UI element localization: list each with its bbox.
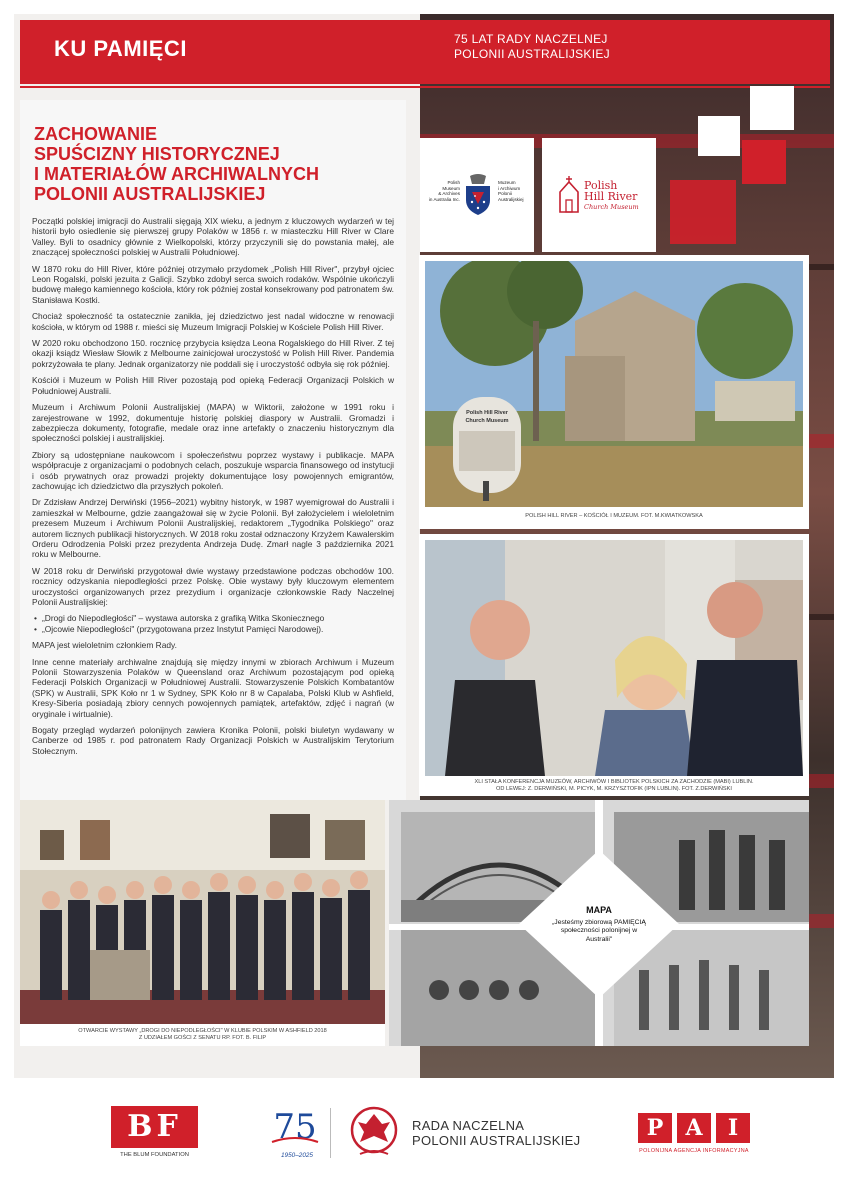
logo-text: Hill River	[584, 190, 638, 203]
paragraph: W 1870 roku do Hill River, które później otrzymało przydomek „Polish Hill River", przybył ojciec Leon Rogalski, polski jezuita z Galicji. Szybko zdobył serca swoich rodaków. Wspólnie ukończyli budowę małego kamiennego kościoła, który rok później został konsekrowany pod patronatem św. Stanisława Kostki.	[32, 263, 394, 305]
paragraph: W 2020 roku obchodzono 150. rocznicę przybycia księdza Leona Rogalskiego do Hill River. Z tej okazji ksiądz Wiesław Słowik z Melbourne zainicjował uroczystość w Polish Hill River. Pandemia pokrzyżowała te plany. Jednak organizatorzy nie poddali się i uroczystość odbyła się rok później.	[32, 338, 394, 369]
photo-caption	[20, 1028, 385, 1042]
rada-crest-icon	[346, 1104, 402, 1162]
logo-text: Polonii	[498, 191, 512, 197]
mapa-logo-card	[420, 138, 534, 252]
exhibition-list	[32, 613, 394, 634]
mapa-title: MAPA	[586, 905, 612, 915]
caption-line: XLI STAŁA KONFERENCJA MUZEÓW, ARCHIWÓW I BIBLIOTEK POLSKICH ZA ZACHODZIE (MABI) LUBLIN.	[474, 779, 754, 785]
caption-line: Z UDZIAŁEM GOŚCI Z SENATU RP. FOT. B. FILIP	[138, 1035, 267, 1041]
sign-subtitle: Church Museum	[465, 418, 509, 424]
rada-line: POLONII AUSTRALIJSKIEJ	[412, 1133, 581, 1148]
mapa-quote-line: społeczności polonijnej w	[560, 927, 638, 935]
logo-text: Church Museum	[584, 203, 639, 211]
blum-foundation-logo: BF	[111, 1106, 198, 1148]
header-subtitle-line: POLONII AUSTRALIJSKIEJ	[454, 47, 610, 61]
photo-caption: POLISH HILL RIVER – KOŚCIÓŁ I MUZEUM. FOT. M.KWIATKOWSKA	[525, 513, 703, 519]
list-item: • „Drogi do Niepodległości" – wystawa autorska z grafiką Witka Skoniecznego	[32, 613, 394, 623]
pai-letter: A	[677, 1113, 711, 1143]
paragraph: MAPA jest wieloletnim członkiem Rady.	[32, 640, 177, 651]
church-photo	[425, 261, 803, 507]
pai-caption: POLONIJNA AGENCJA INFORMACYJNA	[639, 1148, 749, 1154]
paragraph: Inne cenne materiały archiwalne znajdują się między innymi w zbiorach Archiwum i Muzeum Polonii Stowarzyszenia Polaków w Queensland oraz Archiwum pozostającym pod opieką Federacji Polskich Organizacji w Południowej Australii. Stowarzyszenie Polskich Kombatantów (SPK) w Australii, SPK Koło nr 1 w Sydney, SPK Koło nr 8 w Capalaba, Polski Klub w Ashfield, Kresy-Siberia posiadają zbiory cennych powojennych pamiątek, artefaktów, zdjęć i nagrań (w oryginale i wirtualnie).	[32, 656, 394, 719]
photo-caption	[425, 779, 803, 793]
header-bar	[20, 20, 830, 84]
caption-line: OTWARCIE WYSTAWY „DROGI DO NIEPODLEGŁOŚCI" W KLUBIE POLSKIM W ASHFIELD 2018	[78, 1028, 327, 1034]
logo-text: in Australia Inc.	[428, 196, 460, 202]
paragraph: Początki polskiej imigracji do Australii sięgają XIX wieku, a jednym z kluczowych wydarzeń w tej historii było osiedlenie się pierwszej grupy Polaków w 1856 r. w miasteczku Hill River w Clare Valley. Byli to osadnicy głównie z Wielkopolski, którzy przyczynili się do powstania małej, ale znaczącej społeczności polskiej w Australii Południowej.	[32, 216, 394, 258]
headline-line: ZACHOWANIE	[34, 124, 157, 144]
header-title: KU PAMIĘCI	[54, 36, 187, 61]
group-photo	[20, 800, 385, 1024]
decor-square	[750, 86, 794, 130]
church-icon	[556, 174, 582, 214]
logo-text: i Archiwum	[498, 185, 521, 191]
headline-line: I MATERIAŁÓW ARCHIWALNYCH	[34, 164, 319, 184]
mapa-quote-line: Australii"	[585, 935, 613, 943]
anniversary-75-logo	[266, 1104, 324, 1146]
header-subtitle-line: 75 LAT RADY NACZELNEJ	[454, 32, 608, 46]
logos-row	[420, 138, 820, 254]
article-column	[20, 100, 406, 800]
pai-logo	[638, 1113, 750, 1143]
logo-text: Museum	[442, 185, 460, 191]
mapa-crest-icon	[462, 172, 494, 216]
logo-text: Polish	[584, 179, 618, 192]
logo-text: & Archives	[438, 191, 460, 197]
article-headline	[32, 124, 394, 204]
paragraph: Kościół i Muzeum w Polish Hill River pozostają pod opieką Federacji Organizacji Polskich w Południowej Australii.	[32, 375, 394, 396]
conference-photo-frame	[419, 534, 809, 796]
anniversary-number: 75	[273, 1107, 317, 1146]
headline-line: POLONII AUSTRALIJSKIEJ	[34, 184, 266, 204]
sign-title: Polish Hill River	[466, 410, 508, 416]
polish-hill-river-logo-card	[542, 138, 656, 252]
paragraph: Bogaty przegląd wydarzeń polonijnych zawiera Kronika Polonii, polski biuletyn wydawany w Canberze od 1985 r. pod patronatem Rady Organizacji Polskich w Australijskim Terytorium Stołecznym.	[32, 725, 394, 756]
headline-line: SPUŚCIZNY HISTORYCZNEJ	[34, 144, 280, 164]
paragraph: Chociaż społeczność ta ostatecznie zanikła, jej dziedzictwo jest nadal widoczne w renowacji kościoła, w którym od 1988 r. mieści się Muzeum Imigracji Polskiej w Kościele Polish Hill River.	[32, 311, 394, 332]
paragraph: Muzeum i Archiwum Polonii Australijskiej (MAPA) w Wiktorii, założone w 1991 roku i zarejestrowane w 1992, dokumentuje historię polskiej diaspory w Australii. Gromadzi i zabezpiecza dokumenty, fotografie, medale oraz inne artefakty o znaczeniu historycznym dla społeczności polskiej i australijskiej.	[32, 402, 394, 444]
mapa-collage	[389, 800, 809, 1046]
paragraph: Zbiory są udostępniane naukowcom i społeczeństwu poprzez wystawy i publikacje. MAPA współpracuje z organizacjami o podobnych celach, poszukuje wsparcia finansowego od instytucji i osób prywatnych oraz prowadzi projekty dokumentujące losy powojennych emigrantów, zachowując ich dziedzictwo dla przyszłych pokoleń.	[32, 449, 394, 491]
mapa-quote-line: „Jesteśmy zbiorową PAMIĘCIĄ	[552, 919, 646, 926]
header-subtitle	[454, 32, 610, 62]
pai-letter: P	[638, 1113, 672, 1143]
rada-naczelna-name	[412, 1118, 580, 1148]
exhibition-photo-frame	[20, 800, 385, 1046]
paragraph: Dr Zdzisław Andrzej Derwiński (1956–2021) wybitny historyk, w 1987 wyemigrował do Australii i zamieszkał w Melbourne, gdzie zaangażował się w życie Polonii. Był założycielem i wieloletnim prezesem Muzeum i Archiwum Polonii Australijskiej, redaktorem „Tygodnika Polskiego" oraz autorem licznych publikacji historycznych. W 2018 roku został odznaczony Krzyżem Kawalerskim Orderu Odrodzenia Polski przez prezydenta Andrzeja Dudę. Zmarł nagle 3 października 2021 roku w Melbourne.	[32, 497, 394, 560]
rada-line: RADA NACZELNA	[412, 1118, 525, 1133]
pai-letter: I	[716, 1113, 750, 1143]
logo-text: Australijskiej	[498, 196, 524, 202]
list-item: • „Ojcowie Niepodległości" (przygotowana przez Instytut Pamięci Narodowej).	[32, 624, 394, 634]
paragraph: W 2018 roku dr Derwiński przygotował dwie wystawy przedstawione podczas obchodów 100. rocznicy odzyskania niepodległości przez Polskę. Obie wystawy były kluczowym elementem uroczystości organizowanych przez prezydium i organizacje członkowskie Rady Naczelnej Polonii Australijskiej:	[32, 565, 394, 607]
anniversary-years: 1950–2025	[281, 1152, 313, 1159]
logo-text: Muzeum	[498, 180, 516, 185]
header-divider	[20, 86, 830, 88]
logo-text: Polish	[447, 180, 460, 185]
conference-photo	[425, 540, 803, 776]
caption-line: OD LEWEJ: Z. DERWIŃSKI, M. PICYK, M. KRZYSZTOFIK (IPN LUBLIN). FOT. Z.DERWIŃSKI	[496, 786, 732, 792]
church-photo-frame	[419, 255, 809, 529]
blum-foundation-caption: THE BLUM FOUNDATION	[120, 1152, 189, 1158]
mapa-quote-box	[539, 904, 659, 944]
footer-divider	[330, 1108, 331, 1158]
